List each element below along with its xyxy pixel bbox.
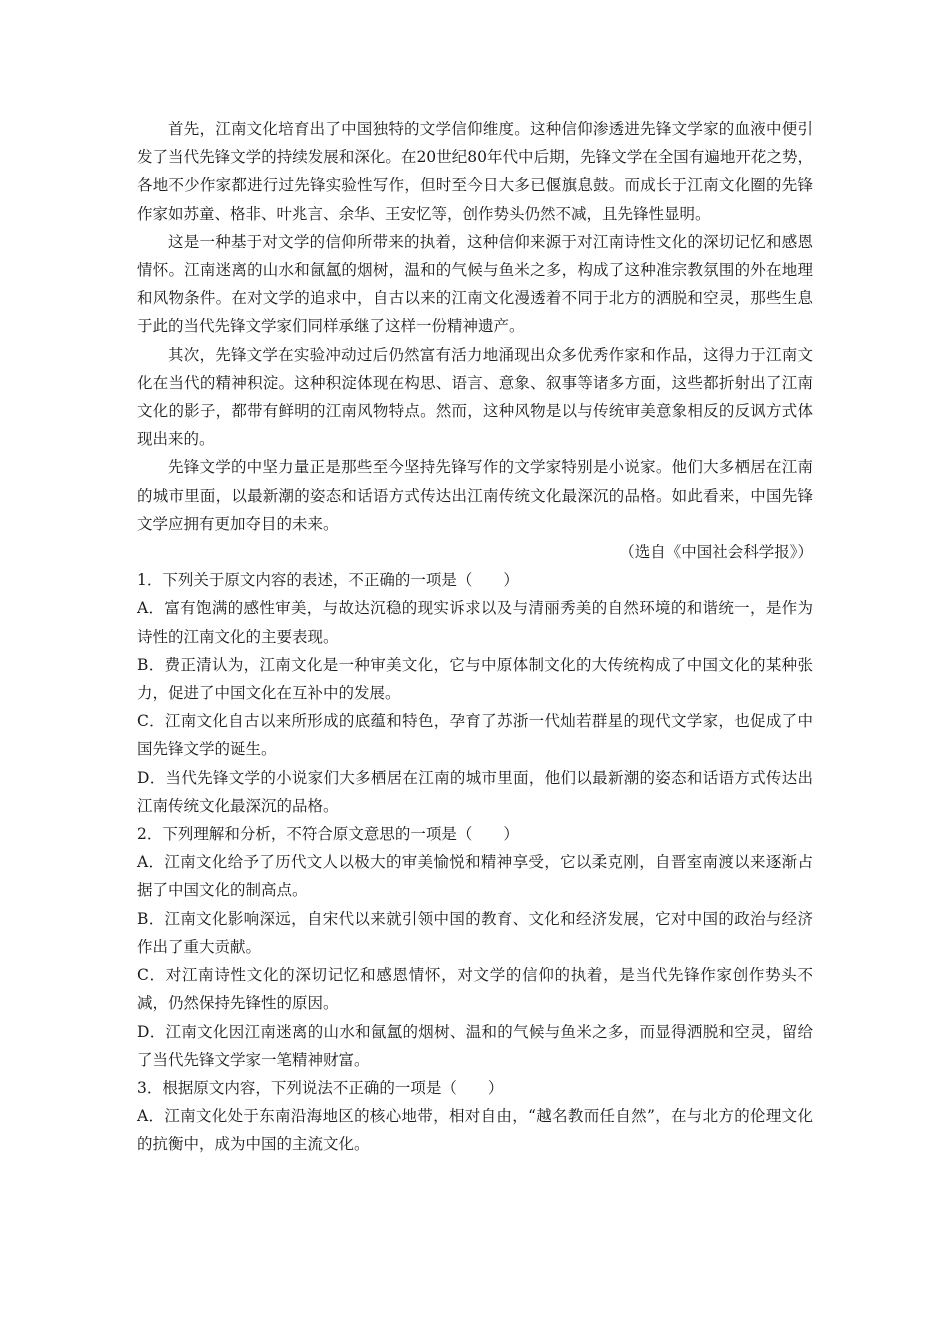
article-source: （选自《中国社会科学报》） bbox=[619, 543, 813, 562]
question-3 bbox=[137, 1074, 813, 1159]
article-paragraph: 先锋文学的中坚力量正是那些至今坚持先锋写作的文学家特别是小说家。他们大多栖居在江南的城市里面，以最新潮的姿态和话语方式传达出江南传统文化最深沉的品格。如此看来，中国先锋文学应拥有更加夺目的未来。 bbox=[137, 458, 813, 533]
option-a: A．江南文化处于东南沿海地区的核心地带，相对自由，“越名教而任自然”，在与北方的伦理文化的抗衡中，成为中国的主流文化。 bbox=[137, 1107, 813, 1154]
article-paragraph: 首先，江南文化培育出了中国独特的文学信仰维度。这种信仰渗透进先锋文学家的血液中便引发了当代先锋文学的持续发展和深化。在20世纪80年代中后期，先锋文学在全国有遍地开花之势，各地不少作家都进行过先锋实验性写作，但时至今日大多已偃旗息鼓。而成长于江南文化圈的先锋作家如苏童、格非、叶兆言、余华、王安忆等，创作势头仍然不减，且先锋性显明。 bbox=[137, 120, 813, 223]
question-2 bbox=[137, 820, 813, 1074]
option-a: A．江南文化给予了历代文人以极大的审美愉悦和精神享受，它以柔克刚，自晋室南渡以来逐渐占据了中国文化的制高点。 bbox=[137, 853, 813, 900]
question-stem: 2．下列理解和分析，不符合原文意思的一项是（ ） bbox=[137, 825, 519, 844]
option-d: D．江南文化因江南迷离的山水和氤氲的烟树、温和的气候与鱼米之多，而显得洒脱和空灵，留给了当代先锋文学家一笔精神财富。 bbox=[137, 1022, 813, 1069]
question-stem: 1．下列关于原文内容的表述，不正确的一项是（ ） bbox=[137, 571, 519, 590]
option-c: C．江南文化自古以来所形成的底蕴和特色，孕育了苏浙一代灿若群星的现代文学家，也促成了中国先锋文学的诞生。 bbox=[137, 712, 813, 759]
option-b: B．费正清认为，江南文化是一种审美文化，它与中原体制文化的大传统构成了中国文化的某种张力，促进了中国文化在互补中的发展。 bbox=[137, 655, 813, 703]
article-paragraph: 其次，先锋文学在实验冲动过后仍然富有活力地涌现出众多优秀作家和作品，这得力于江南文化在当代的精神积淀。这种积淀体现在构思、语言、意象、叙事等诸多方面，这些都折射出了江南文化的影子，都带有鲜明的江南风物特点。然而，这种风物是以与传统审美意象相反的反讽方式体现出来的。 bbox=[137, 345, 813, 449]
option-a: A．富有饱满的感性审美，与故达沉稳的现实诉求以及与清丽秀美的自然环境的和谐统一，是作为诗性的江南文化的主要表现。 bbox=[137, 599, 813, 646]
document-page bbox=[137, 115, 813, 1159]
question-1 bbox=[137, 566, 813, 820]
option-d: D．当代先锋文学的小说家们大多栖居在江南的城市里面，他们以最新潮的姿态和话语方式传达出江南传统文化最深沉的品格。 bbox=[137, 768, 813, 815]
article-paragraph: 这是一种基于对文学的信仰所带来的执着，这种信仰来源于对江南诗性文化的深切记忆和感恩情怀。江南迷离的山水和氤氲的烟树，温和的气候与鱼米之多，构成了这种准宗教氛围的外在地理和风物条件。在对文学的追求中，自古以来的江南文化漫透着不同于北方的洒脱和空灵，那些生息于此的当代先锋文学家们同样承继了这样一份精神遗产。 bbox=[137, 232, 813, 336]
question-stem: 3．根据原文内容，下列说法不正确的一项是（ ） bbox=[137, 1078, 504, 1097]
option-c: C．对江南诗性文化的深切记忆和感恩情怀，对文学的信仰的执着，是当代先锋作家创作势头不减，仍然保持先锋性的原因。 bbox=[137, 966, 813, 1013]
option-b: B．江南文化影响深远，自宋代以来就引领中国的教育、文化和经济发展，它对中国的政治与经济作出了重大贡献。 bbox=[137, 909, 813, 956]
